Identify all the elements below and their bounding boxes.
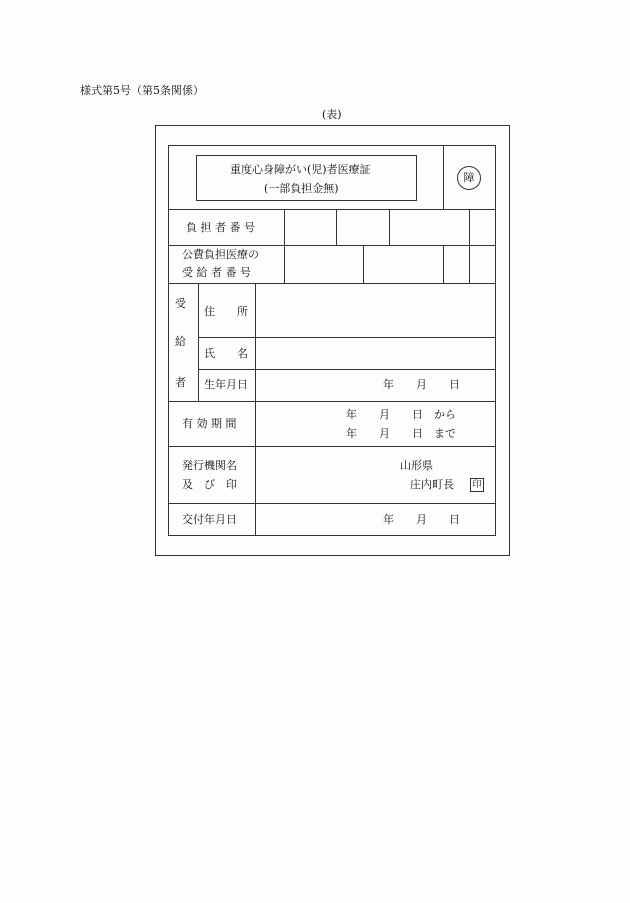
issuer-prefecture: 山形県 xyxy=(400,459,433,472)
row-line xyxy=(168,245,496,246)
form-number-label: 様式第5号（第5条関係） xyxy=(80,84,204,97)
valid-from-value: 年 月 日 から xyxy=(346,408,456,421)
recipient-label-char3: 者 xyxy=(175,376,186,389)
recipient-divider xyxy=(198,283,199,402)
payer-number-label: 負 担 者 番 号 xyxy=(186,221,255,234)
card-border-right xyxy=(495,145,496,536)
card-border-top xyxy=(168,145,496,146)
name-label: 氏 名 xyxy=(204,347,248,360)
issue-date-label: 交付年月日 xyxy=(182,513,237,526)
recipient-label-char2: 給 xyxy=(175,335,186,348)
number-cell-line xyxy=(363,245,364,284)
card-title: 重度心身障がい(児)者医療証 xyxy=(230,163,371,176)
row-line xyxy=(168,209,496,210)
row-line xyxy=(168,503,496,504)
number-cell-line xyxy=(389,209,390,246)
card-border-left xyxy=(168,145,169,536)
recipient-label-char1: 受 xyxy=(175,297,186,310)
card-subtitle: (一部負担金無) xyxy=(264,182,339,195)
row-line xyxy=(198,337,496,338)
birth-date-label: 生年月日 xyxy=(204,378,248,391)
row-line xyxy=(168,283,496,284)
side-label: (表) xyxy=(322,108,342,121)
number-cell-line xyxy=(469,209,470,284)
disability-mark-circle: 障 xyxy=(457,166,481,190)
label-value-divider xyxy=(255,283,256,536)
issue-date-value: 年 月 日 xyxy=(383,513,460,526)
valid-to-value: 年 月 日 まで xyxy=(346,427,456,440)
seal-stamp-box: 印 xyxy=(470,478,484,492)
number-cell-line xyxy=(443,245,444,284)
issuer-label-line1: 発行機関名 xyxy=(182,459,237,472)
card-border-bottom xyxy=(168,535,496,536)
validity-label: 有 効 期 間 xyxy=(182,417,237,430)
row-line xyxy=(168,401,496,402)
title-mark-divider xyxy=(443,145,444,210)
issuer-label-line2: 及 び 印 xyxy=(182,478,237,491)
issuer-mayor: 庄内町長 xyxy=(410,478,454,491)
address-label: 住 所 xyxy=(204,305,248,318)
public-expense-label-line2: 受 給 者 番 号 xyxy=(182,266,251,279)
number-cells-divider xyxy=(284,209,285,284)
public-expense-label-line1: 公費負担医療の xyxy=(182,248,259,261)
number-cell-line xyxy=(336,209,337,246)
row-line xyxy=(198,369,496,370)
birth-date-value: 年 月 日 xyxy=(383,378,460,391)
row-line xyxy=(168,446,496,447)
